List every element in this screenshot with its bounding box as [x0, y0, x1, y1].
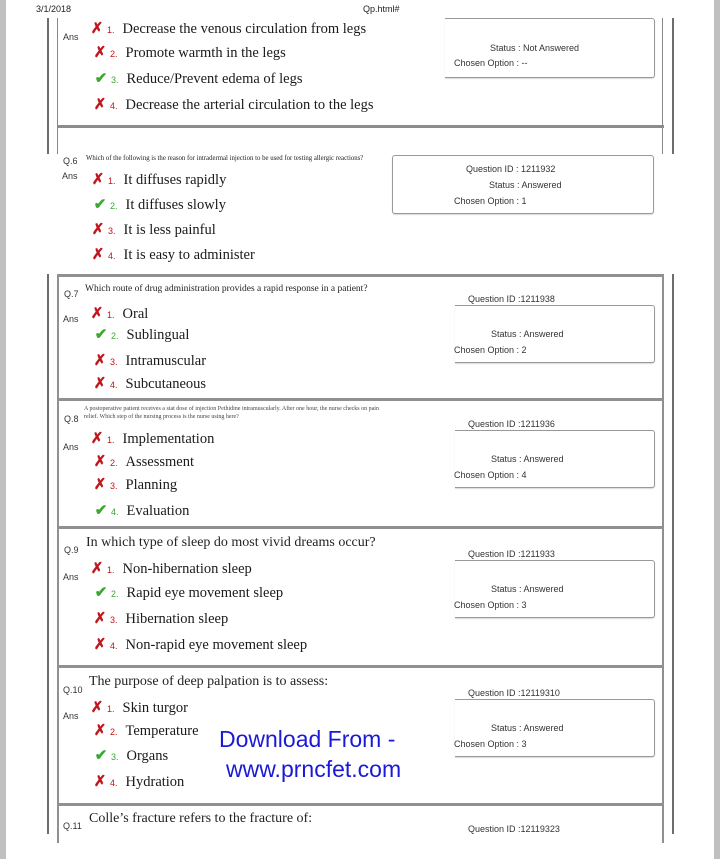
watermark-line-1: Download From -: [219, 726, 396, 752]
wrong-icon: ✗: [93, 722, 107, 739]
chosen-option-text: Chosen Option : 2: [454, 345, 527, 355]
question-id-text: Question ID :1211936: [468, 419, 555, 429]
frame-line: [57, 18, 58, 128]
wrong-icon: ✗: [93, 44, 107, 61]
frame-line: [672, 18, 674, 154]
ans-label: Ans: [63, 314, 79, 324]
option-4: ✗ 4. Non-rapid eye movement sleep: [93, 636, 308, 653]
status-text: Status : Answered: [491, 584, 564, 594]
frame-line: [662, 128, 663, 154]
wrong-icon: ✗: [90, 20, 104, 37]
status-text: Status : Answered: [491, 723, 564, 733]
wrong-icon: ✗: [90, 430, 104, 447]
frame-line: [57, 128, 58, 154]
option-4: ✗ 4. It is easy to administer: [91, 246, 255, 263]
option-1: ✗ 1. Skin turgor: [90, 699, 188, 716]
wrong-icon: ✗: [93, 610, 107, 627]
ans-label: Ans: [62, 171, 78, 181]
chosen-option-text: Chosen Option : 3: [454, 739, 527, 749]
watermark-line-2: www.prncfet.com: [226, 756, 402, 782]
question-number: Q.9: [64, 545, 79, 555]
option-1: ✗ 1. Non-hibernation sleep: [90, 560, 252, 577]
wrong-icon: ✗: [93, 96, 107, 113]
wrong-icon: ✗: [90, 560, 104, 577]
check-icon: ✔: [94, 326, 108, 343]
chosen-option-text: Chosen Option : 3: [454, 600, 527, 610]
option-1: ✗ 1. Implementation: [90, 430, 215, 447]
option-3: ✗ 3. It is less painful: [91, 221, 216, 238]
ans-label: Ans: [63, 572, 79, 582]
wrong-icon: ✗: [90, 699, 104, 716]
option-4: ✗ 4. Subcutaneous: [93, 375, 207, 392]
check-icon: ✔: [94, 502, 108, 519]
ans-label: Ans: [63, 442, 79, 452]
question-id-text: Question ID :1211933: [468, 549, 555, 559]
block-separator: [57, 125, 664, 128]
wrong-icon: ✗: [91, 246, 105, 263]
option-2: ✔ 2. Rapid eye movement sleep: [94, 584, 284, 601]
question-text: A postoperative patient receives a stat dose of injection Pethidine intramuscularly. After one hour, the nurse checks on pain relief. Which step of the nursing process is the nurse using here?: [84, 406, 379, 420]
question-text: Which of the following is the reason for intradermal injection to be used for testing allergic reactions?: [86, 155, 364, 162]
question-number: Q.11: [63, 821, 82, 831]
wrong-icon: ✗: [93, 636, 107, 653]
question-text: The purpose of deep palpation is to assess:: [89, 674, 329, 689]
option-2: ✗ 2. Temperature: [93, 722, 199, 739]
print-title: Qp.html#: [363, 4, 400, 14]
status-text: Status : Answered: [489, 180, 562, 190]
option-2: ✔ 2. Sublingual: [94, 326, 190, 343]
option-3: ✗ 3. Hibernation sleep: [93, 610, 229, 627]
page-edge-left: [0, 0, 6, 859]
frame-line: [47, 18, 49, 154]
wrong-icon: ✗: [93, 453, 107, 470]
ans-label: Ans: [63, 32, 79, 42]
wrong-icon: ✗: [90, 305, 104, 322]
question-number: Q.6: [63, 156, 78, 166]
option-2: ✗ 2. Promote warmth in the legs: [93, 44, 286, 61]
chosen-option-text: Chosen Option : 1: [454, 196, 527, 206]
option-3: ✔ 3. Reduce/Prevent edema of legs: [94, 70, 303, 87]
option-2: ✔ 2. It diffuses slowly: [93, 196, 226, 213]
option-3: ✔ 3. Organs: [94, 747, 169, 764]
question-text: Colle’s fracture refers to the fracture of:: [89, 811, 313, 826]
option-1: ✗ 1. Oral: [90, 305, 149, 322]
question-number: Q.7: [64, 289, 79, 299]
frame-line: [662, 18, 663, 128]
frame-line: [672, 274, 674, 834]
wrong-icon: ✗: [91, 171, 105, 188]
status-text: Status : Not Answered: [490, 43, 580, 53]
option-1: ✗ 1. It diffuses rapidly: [91, 171, 227, 188]
wrong-icon: ✗: [93, 476, 107, 493]
question-text: Which route of drug administration provides a rapid response in a patient?: [85, 284, 368, 294]
question-id-text: Question ID :12119323: [468, 824, 560, 834]
question-id-text: Question ID :12119310: [468, 688, 560, 698]
question-id-text: Question ID : 1211932: [466, 164, 556, 174]
chosen-option-text: Chosen Option : 4: [454, 470, 527, 480]
print-date: 3/1/2018: [36, 4, 72, 14]
wrong-icon: ✗: [93, 773, 107, 790]
question-text: In which type of sleep do most vivid dreams occur?: [86, 535, 376, 550]
frame-line: [47, 274, 49, 834]
question-number: Q.8: [64, 414, 79, 424]
wrong-icon: ✗: [91, 221, 105, 238]
option-4: ✗ 4. Hydration: [93, 773, 185, 790]
option-4: ✔ 4. Evaluation: [94, 502, 190, 519]
option-4: ✗ 4. Decrease the arterial circulation to the legs: [93, 96, 374, 113]
option-2: ✗ 2. Assessment: [93, 453, 194, 470]
question-id-text: Question ID :1211938: [468, 294, 555, 304]
status-text: Status : Answered: [491, 329, 564, 339]
wrong-icon: ✗: [93, 375, 107, 392]
chosen-option-text: Chosen Option : --: [454, 58, 528, 68]
wrong-icon: ✗: [93, 352, 107, 369]
check-icon: ✔: [94, 70, 108, 87]
option-3: ✗ 3. Planning: [93, 476, 178, 493]
status-text: Status : Answered: [491, 454, 564, 464]
question-number: Q.10: [63, 685, 83, 695]
check-icon: ✔: [93, 196, 107, 213]
option-3: ✗ 3. Intramuscular: [93, 352, 207, 369]
check-icon: ✔: [94, 584, 108, 601]
option-1: ✗ 1. Decrease the venous circulation from legs: [90, 20, 367, 37]
ans-label: Ans: [63, 711, 79, 721]
check-icon: ✔: [94, 747, 108, 764]
page-edge-right: [714, 0, 720, 859]
